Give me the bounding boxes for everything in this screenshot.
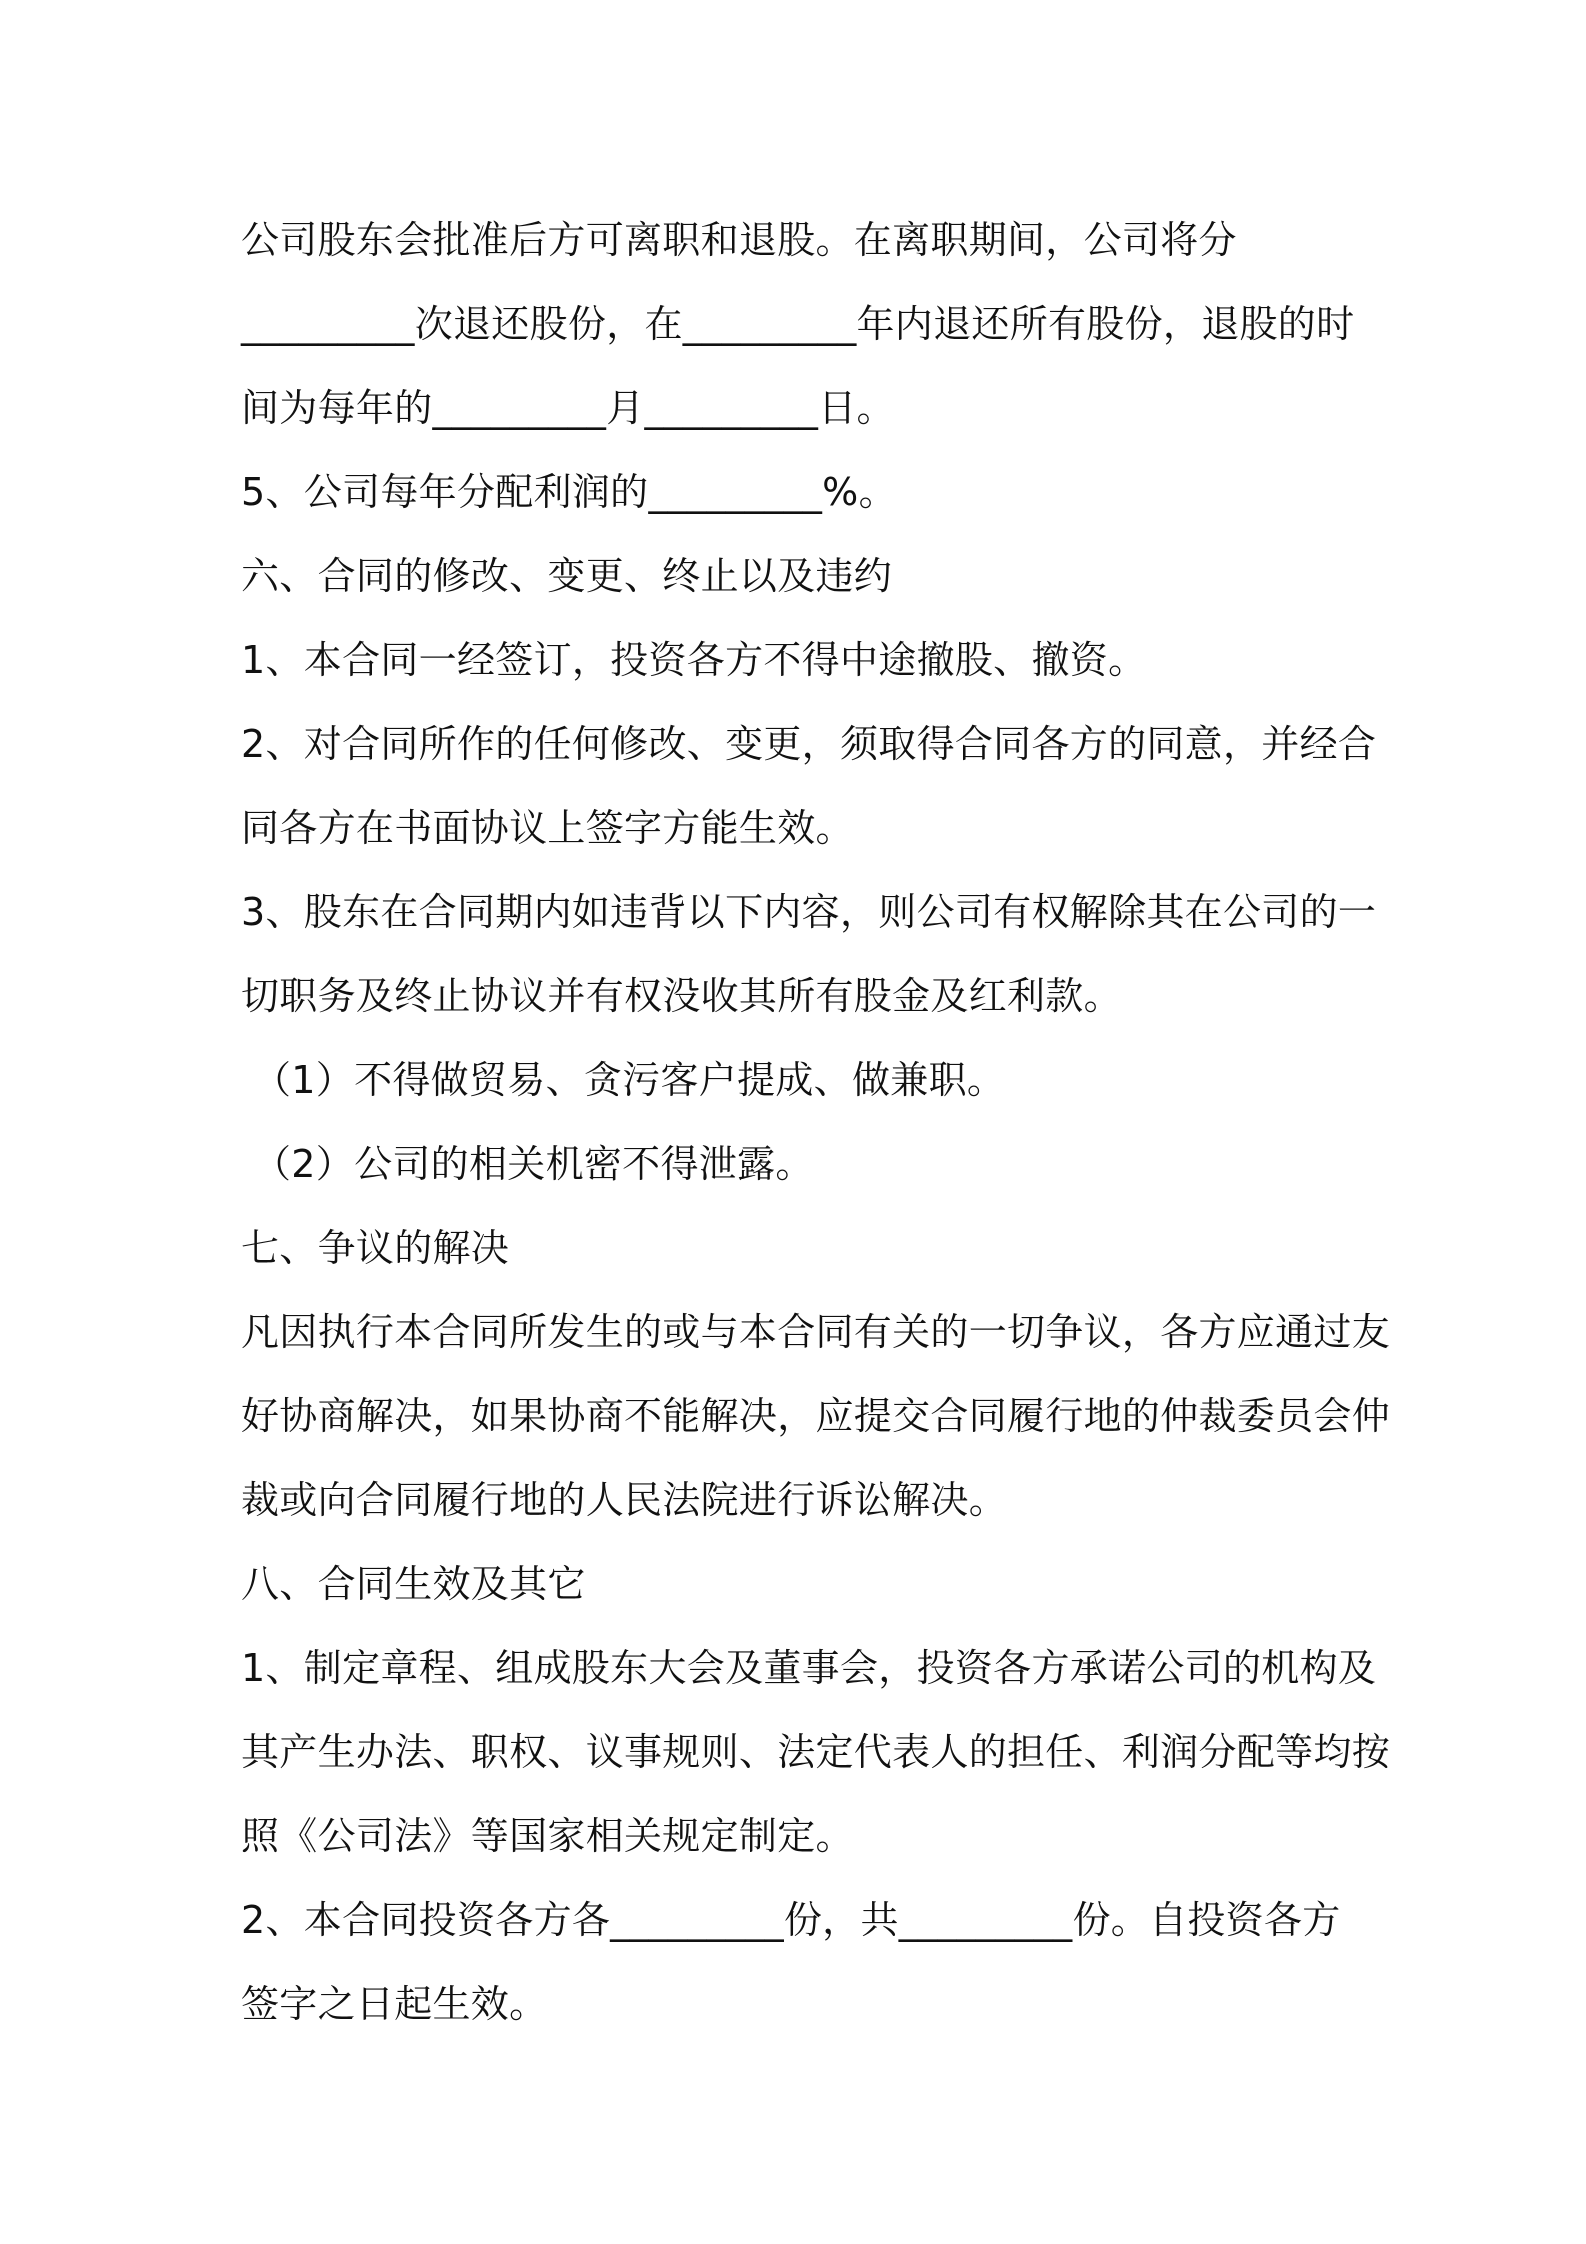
clause-8-2: 2、本合同投资各方各_________份，共_________份。自投资各方 [241, 1898, 1341, 1942]
text-line: 签字之日起生效。 [241, 1982, 548, 2026]
clause-6-1: 1、本合同一经签订，投资各方不得中途撤股、撤资。 [241, 638, 1147, 682]
text-line: 好协商解决，如果协商不能解决，应提交合同履行地的仲裁委员会仲 [241, 1394, 1391, 1438]
dispute-paragraph: 凡因执行本合同所发生的或与本合同有关的一切争议，各方应通过友 [241, 1310, 1391, 1354]
section-heading-6: 六、合同的修改、变更、终止以及违约 [241, 554, 893, 598]
sub-item-2: （2）公司的相关机密不得泄露。 [253, 1142, 814, 1186]
text-line: 公司股东会批准后方可离职和退股。在离职期间，公司将分 [241, 218, 1237, 262]
text-line: 同各方在书面协议上签字方能生效。 [241, 806, 854, 850]
document-body [241, 198, 1391, 2046]
sub-item-1: （1）不得做贸易、贪污客户提成、做兼职。 [253, 1058, 1006, 1102]
clause-6-2: 2、对合同所作的任何修改、变更，须取得合同各方的同意，并经合 [241, 722, 1377, 766]
clause-8-1: 1、制定章程、组成股东大会及董事会，投资各方承诺公司的机构及 [241, 1646, 1377, 1690]
clause-5-profit: 5、公司每年分配利润的_________%。 [241, 470, 897, 514]
text-line: _________次退还股份，在_________年内退还所有股份，退股的时 [241, 302, 1355, 346]
section-heading-7: 七、争议的解决 [241, 1226, 510, 1270]
text-line: 裁或向合同履行地的人民法院进行诉讼解决。 [241, 1478, 1008, 1522]
text-line: 照《公司法》等国家相关规定制定。 [241, 1814, 854, 1858]
text-line: 切职务及终止协议并有权没收其所有股金及红利款。 [241, 974, 1122, 1018]
section-heading-8: 八、合同生效及其它 [241, 1562, 586, 1606]
text-line: 其产生办法、职权、议事规则、法定代表人的担任、利润分配等均按 [241, 1730, 1391, 1774]
clause-6-3: 3、股东在合同期内如违背以下内容，则公司有权解除其在公司的一 [241, 890, 1377, 934]
text-line: 间为每年的_________月_________日。 [241, 386, 895, 430]
